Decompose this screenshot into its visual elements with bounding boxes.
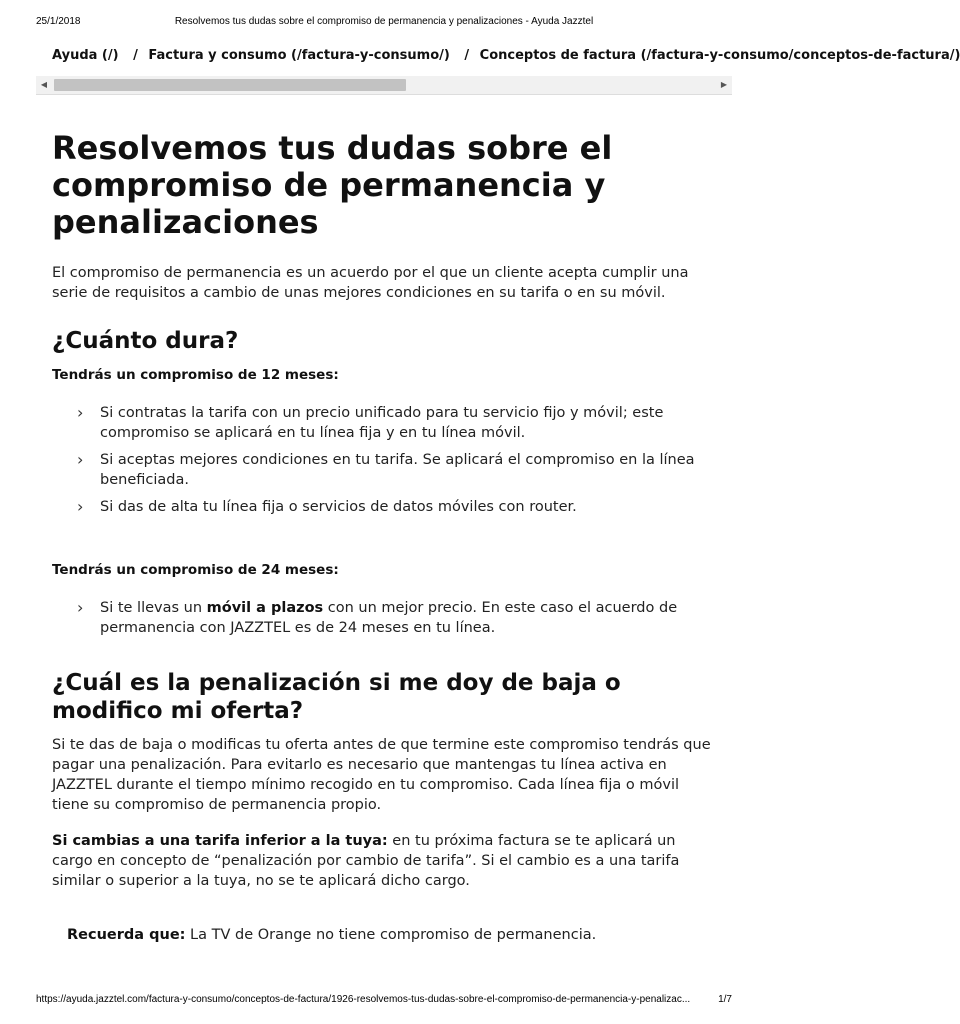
list-item-text: Si das de alta tu línea fija o servicios de datos móviles con router. (100, 499, 577, 515)
print-page-title: Resolvemos tus dudas sobre el compromiso de permanencia y penalizaciones - Ayuda Jazztel (174, 16, 594, 27)
list-item-text: Si aceptas mejores condiciones en tu tarifa. Se aplicará el compromiso en la línea beneficiada. (100, 452, 695, 488)
penalty-paragraph: Si te das de baja o modificas tu oferta antes de que termine este compromiso tendrás que pagar una penalización. Para evitarlo es necesario que mantengas tu línea activa en JAZZTEL durante el tiempo mínimo recogido en tu compromiso. Cada línea fija o móvil tiene su compromiso de permanencia propio. (52, 737, 711, 813)
print-url: https://ayuda.jazztel.com/factura-y-consumo/conceptos-de-factura/1926-resolvemos-tus-dudas-sobre-el-compromiso-de-permanencia-y-penalizac... (36, 994, 691, 1005)
print-date: 25/1/2018 (36, 16, 81, 27)
list-item-text: Si contratas la tarifa con un precio unificado para tu servicio fijo y móvil; este compromiso se aplicará en tu línea fija y en tu línea móvil. (100, 405, 664, 441)
subheading-24-months: Tendrás un compromiso de 24 meses: (52, 562, 339, 578)
chevron-right-icon: › (77, 450, 84, 469)
article-content (52, 130, 720, 945)
print-header (36, 16, 732, 30)
scrollbar-thumb[interactable] (54, 79, 406, 91)
list-12-months (52, 403, 720, 517)
breadcrumb-item-conceptos-de-factura[interactable]: Conceptos de factura (/factura-y-consumo/conceptos-de-factura/) (479, 48, 960, 63)
reminder-text: La TV de Orange no tiene compromiso de permanencia. (185, 927, 597, 943)
horizontal-scrollbar[interactable] (36, 76, 732, 95)
list-item (52, 497, 720, 517)
list-item (52, 403, 720, 443)
reminder-note (67, 925, 720, 945)
lower-tariff-bold: Si cambias a una tarifa inferior a la tuya: (52, 833, 388, 849)
breadcrumb-separator: / (133, 48, 138, 63)
lower-tariff-paragraph (52, 831, 720, 891)
list-item-bold-mobile-installments: móvil a plazos (206, 600, 324, 616)
article-intro: El compromiso de permanencia es un acuerdo por el que un cliente acepta cumplir una serie de requisitos a cambio de unas mejores condiciones en su tarifa o en su móvil. (52, 265, 689, 301)
list-item-text-after: con un mejor precio. En este caso el acuerdo de permanencia con JAZZTEL es de 24 meses en tu línea. (100, 600, 678, 636)
chevron-right-icon: › (77, 598, 84, 617)
list-item (52, 450, 720, 490)
chevron-right-icon: › (77, 403, 84, 422)
breadcrumb-item-factura-y-consumo[interactable]: Factura y consumo (/factura-y-consumo/) (148, 48, 450, 63)
scroll-left-arrow-icon[interactable]: ◀ (40, 80, 48, 89)
lower-tariff-text: en tu próxima factura se te aplicará un cargo en concepto de “penalización por cambio de tarifa”. Si el cambio es a una tarifa similar o superior a la tuya, no se te aplicará dicho cargo. (52, 833, 680, 889)
print-footer (36, 994, 732, 1008)
list-24-months (52, 598, 720, 638)
breadcrumb (52, 48, 960, 66)
breadcrumb-item-ayuda[interactable]: Ayuda (/) (52, 48, 119, 63)
reminder-bold: Recuerda que: (67, 927, 186, 943)
scroll-right-arrow-icon[interactable]: ▶ (720, 80, 728, 89)
list-item (52, 598, 720, 638)
article-title: Resolvemos tus dudas sobre el compromiso de permanencia y penalizaciones (52, 129, 613, 241)
list-item-text-before: Si te llevas un (100, 600, 207, 616)
breadcrumb-separator: / (464, 48, 470, 63)
section-heading-penalty: ¿Cuál es la penalización si me doy de baja o modifico mi oferta? (52, 670, 621, 724)
chevron-right-icon: › (77, 497, 84, 516)
section-heading-duration: ¿Cuánto dura? (52, 328, 239, 354)
print-page-number: 1/7 (718, 994, 732, 1005)
subheading-12-months: Tendrás un compromiso de 12 meses: (52, 367, 339, 383)
